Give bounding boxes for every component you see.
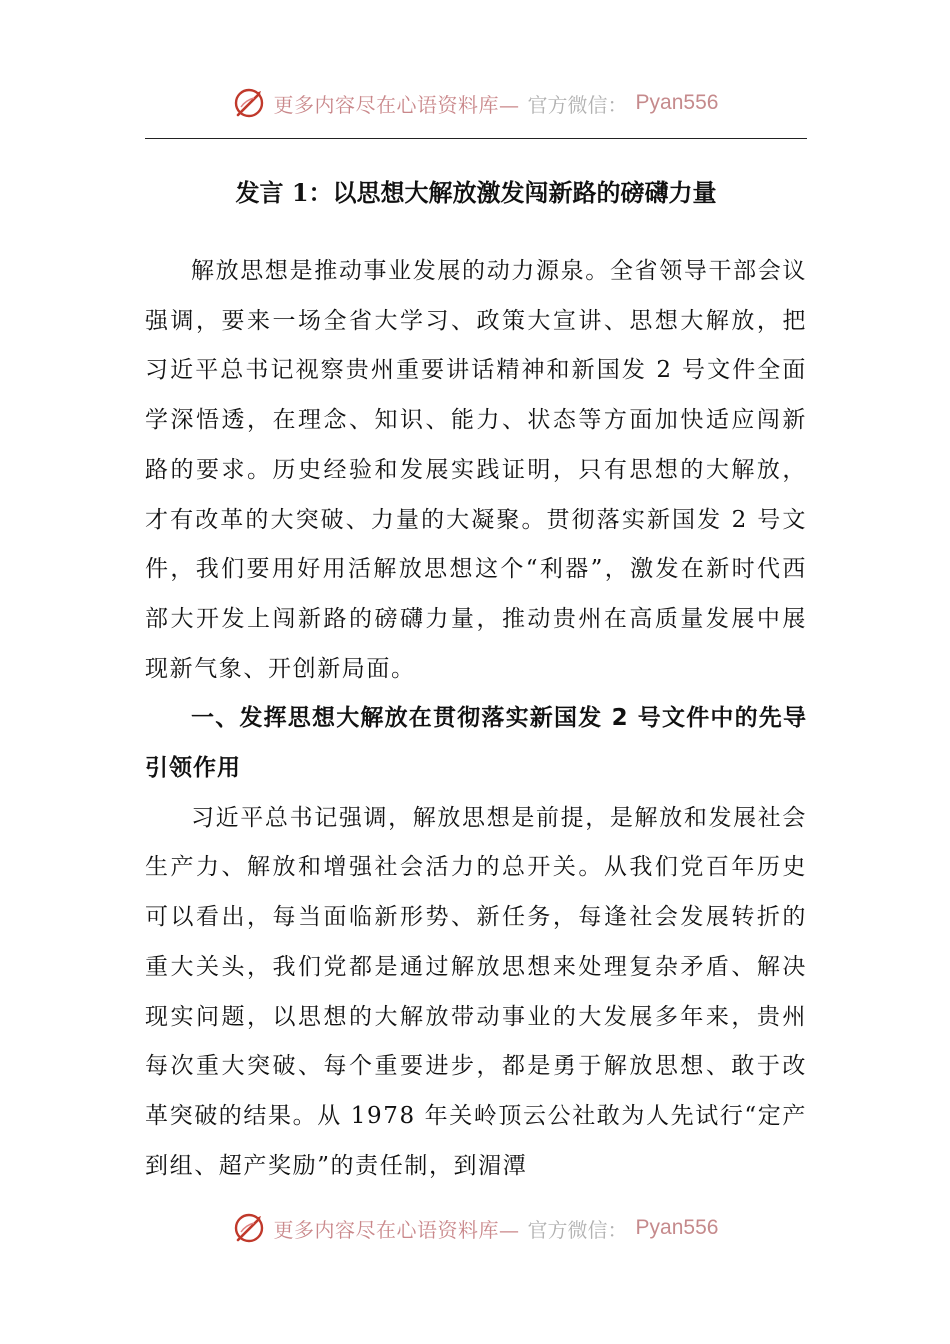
document-body (145, 247, 807, 1191)
pen-logo-icon (232, 86, 266, 120)
body-paragraph-2: 习近平总书记强调，解放思想是前提，是解放和发展社会生产力、解放和增强社会活力的总开关。从我们党百年历史可以看出，每当面临新形势、新任务，每逢社会发展转折的重大关头，我们党都是通过解放思想来处理复杂矛盾、解决现实问题，以思想的大解放带动事业的大发展多年来，贵州每次重大突破、每个重要进步，都是勇于解放思想、敢于改革突破的结果。从 1978 年关岭顶云公社敢为人先试行“定产到组、超产奖励”的责任制，到湄潭 (145, 804, 807, 1179)
section-heading-1: 一、发挥思想大解放在贯彻落实新国发 2 号文件中的先导引领作用 (145, 705, 807, 782)
wechat-id: Pyan556 (635, 1216, 719, 1239)
footer-banner (0, 1208, 950, 1248)
wechat-label: 官方微信： (527, 92, 628, 117)
promo-text: 更多内容尽在心语资料库— (273, 92, 520, 117)
wechat-id: Pyan556 (635, 91, 719, 114)
body-paragraph-1: 解放思想是推动事业发展的动力源泉。全省领导干部会议强调，要来一场全省大学习、政策大宣讲、思想大解放，把习近平总书记视察贵州重要讲话精神和新国发 2 号文件全面学深悟透，在理念、知识、能力、状态等方面加快适应闯新路的要求。历史经验和发展实践证明，只有思想的大解放，才有改革的大突破、力量的大凝聚。贯彻落实新国发 2 号文件，我们要用好用活解放思想这个“利器”，激发在新时代西部大开发上闯新路的磅礴力量，推动贵州在高质量发展中展现新气象、开创新局面。 (145, 258, 807, 682)
header-banner (0, 83, 950, 123)
wechat-label: 官方微信： (527, 1217, 628, 1242)
pen-logo-icon (232, 1211, 266, 1245)
header-divider (145, 138, 807, 139)
document-title: 发言 1：以思想大解放激发闯新路的磅礴力量 (235, 178, 717, 207)
promo-text: 更多内容尽在心语资料库— (273, 1217, 520, 1242)
